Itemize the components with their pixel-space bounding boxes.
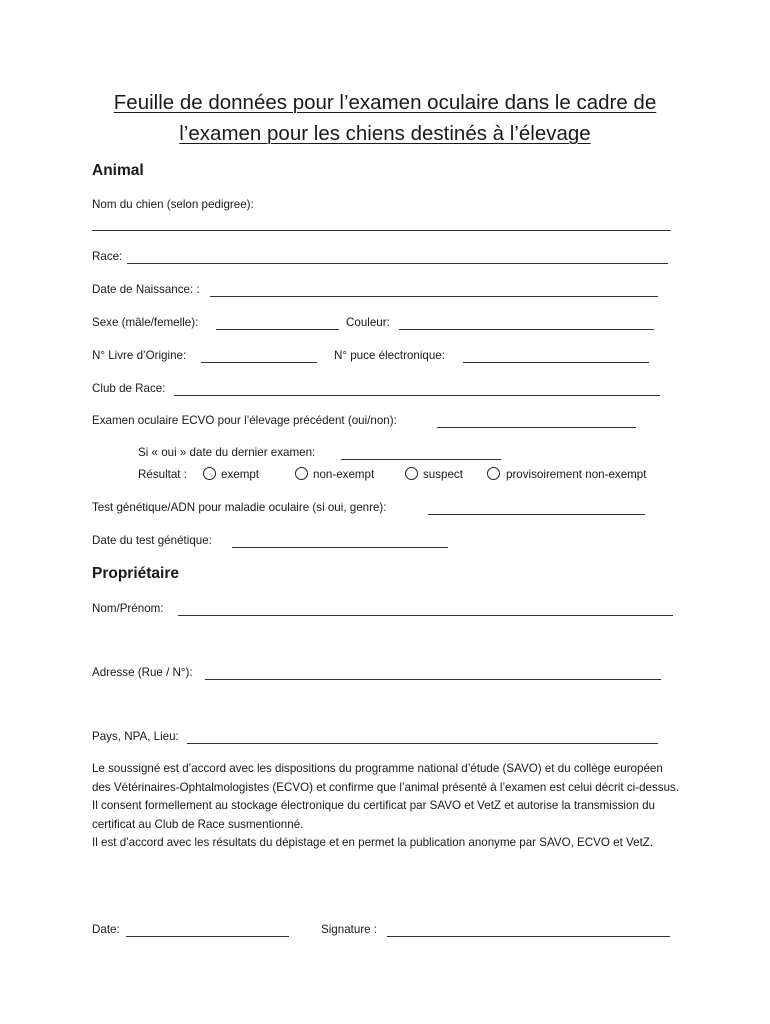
signature-field[interactable] <box>387 936 670 937</box>
address-field[interactable] <box>205 679 661 680</box>
address-label: Adresse (Rue / N°): <box>92 666 193 679</box>
result-label: Résultat : <box>138 468 187 481</box>
genetic-test-field[interactable] <box>428 514 645 515</box>
previous-exam-field[interactable] <box>437 427 636 428</box>
date-label: Date: <box>92 923 120 936</box>
sex-label: Sexe (mâle/femelle): <box>92 316 199 329</box>
sex-field[interactable] <box>216 329 339 330</box>
dog-name-field[interactable] <box>92 230 671 231</box>
radio-circle-icon[interactable] <box>487 467 500 480</box>
owner-name-field[interactable] <box>178 615 673 616</box>
breed-club-field[interactable] <box>174 395 660 396</box>
result-option-suspect[interactable] <box>405 467 418 485</box>
breed-label: Race: <box>92 250 123 263</box>
country-label: Pays, NPA, Lieu: <box>92 730 179 743</box>
declaration-paragraph-2: Il consent formellement au stockage électronique du certificat par SAVO et VetZ et autorise la transmission du certificat au Club de Race susmentionné. <box>92 799 656 831</box>
genetic-test-date-label: Date du test génétique: <box>92 534 212 547</box>
declaration-text <box>92 760 682 853</box>
genetic-test-date-field[interactable] <box>232 547 448 548</box>
breed-club-label: Club de Race: <box>92 382 166 395</box>
document-title-line-2: l’examen pour les chiens destinés à l’élevage <box>179 122 591 145</box>
birth-date-field[interactable] <box>210 296 658 297</box>
birth-date-label: Date de Naissance: : <box>92 283 200 296</box>
chip-number-field[interactable] <box>463 362 649 363</box>
last-exam-date-label: Si « oui » date du dernier examen: <box>138 446 316 459</box>
signature-label: Signature : <box>321 923 378 936</box>
radio-circle-icon[interactable] <box>203 467 216 480</box>
result-option-provisional[interactable] <box>487 467 500 485</box>
breed-field[interactable] <box>127 263 668 264</box>
owner-name-label: Nom/Prénom: <box>92 602 164 615</box>
color-field[interactable] <box>399 329 654 330</box>
result-option-suspect-label: suspect <box>423 468 463 481</box>
declaration-paragraph-3: Il est d’accord avec les résultats du dépistage et en permet la publication anonyme par SAVO, ECVO et VetZ. <box>92 836 654 850</box>
pedigree-number-label: N° Livre d’Origine: <box>92 349 187 362</box>
document-title-line-1: Feuille de données pour l’examen oculaire dans le cadre de <box>113 91 657 114</box>
radio-circle-icon[interactable] <box>295 467 308 480</box>
pedigree-number-field[interactable] <box>201 362 317 363</box>
animal-heading: Animal <box>92 162 144 179</box>
chip-number-label: N° puce électronique: <box>334 349 445 362</box>
previous-exam-label: Examen oculaire ECVO pour l’élevage précédent (oui/non): <box>92 414 397 427</box>
date-field[interactable] <box>126 936 289 937</box>
dog-name-label: Nom du chien (selon pedigree): <box>92 198 254 211</box>
result-option-provisional-label: provisoirement non-exempt <box>506 468 647 481</box>
result-option-exempt[interactable] <box>203 467 216 485</box>
radio-circle-icon[interactable] <box>405 467 418 480</box>
last-exam-date-field[interactable] <box>341 459 501 460</box>
declaration-paragraph-1: Le soussigné est d’accord avec les dispositions du programme national d’étude (SAVO) et du collège européen des Vétérinaires-Ophtalmologistes (ECVO) et confirme que l’animal présenté à l’examen est celui décrit ci-dessus. <box>92 762 680 794</box>
result-option-exempt-label: exempt <box>221 468 260 481</box>
result-option-non-exempt[interactable] <box>295 467 308 485</box>
color-label: Couleur: <box>346 316 390 329</box>
owner-heading: Propriétaire <box>92 565 180 582</box>
country-field[interactable] <box>187 743 658 744</box>
result-option-non-exempt-label: non-exempt <box>313 468 375 481</box>
genetic-test-label: Test génétique/ADN pour maladie oculaire (si oui, genre): <box>92 501 387 514</box>
